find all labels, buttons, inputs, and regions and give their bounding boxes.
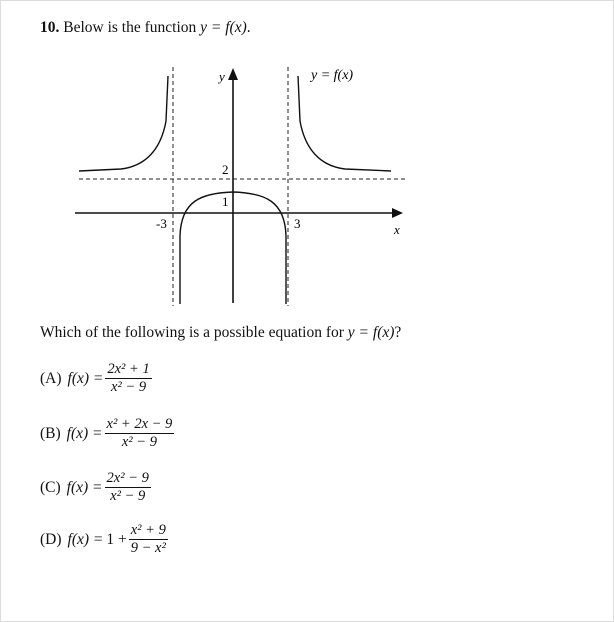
choice-label: (C) — [40, 478, 61, 496]
choice-fraction — [105, 361, 151, 396]
function-graph — [1, 1, 614, 321]
choice-d[interactable] — [40, 522, 168, 557]
y-axis-label: y — [219, 69, 225, 84]
question-prompt — [40, 324, 401, 342]
function-label: y = f(x) — [311, 68, 354, 83]
choice-c[interactable] — [40, 470, 151, 505]
choice-a[interactable] — [40, 361, 152, 396]
choice-lhs: f(x) = — [66, 424, 103, 442]
choice-label: (D) — [40, 530, 62, 548]
choice-fraction — [105, 416, 175, 451]
prompt-end: ? — [394, 324, 402, 341]
prompt-function: y = f(x) — [347, 324, 395, 341]
choice-fraction — [129, 522, 168, 557]
x-tick-neg3-label: -3 — [156, 216, 167, 231]
x-axis-label: x — [394, 222, 400, 237]
asymptote-value-label: 2 — [222, 162, 229, 177]
question-number: 10. — [40, 19, 60, 36]
choice-lhs: f(x) = — [67, 369, 104, 387]
fraction-denominator: x² − 9 — [110, 488, 146, 504]
curve-right-branch — [298, 76, 391, 171]
fraction-numerator: x² + 9 — [130, 522, 166, 538]
question-stem: Below is the function — [63, 19, 197, 36]
choice-label: (B) — [40, 424, 61, 442]
y-intercept-label: 1 — [222, 194, 229, 209]
choice-lhs: f(x) = — [66, 478, 103, 496]
x-tick-pos3-label: 3 — [294, 216, 301, 231]
choice-lhs: f(x) = — [67, 530, 104, 548]
question-stem-function: y = f(x) — [200, 19, 247, 36]
fraction-denominator: x² − 9 — [111, 379, 147, 395]
question-stem-end: . — [246, 19, 251, 36]
fraction-numerator: 2x² + 1 — [107, 361, 150, 377]
prompt-text: Which of the following is a possible equation for — [40, 324, 344, 341]
choice-fraction — [105, 470, 151, 505]
fraction-denominator: 9 − x² — [130, 540, 166, 556]
fraction-denominator: x² − 9 — [121, 434, 157, 450]
choice-prefix: 1 + — [106, 530, 127, 548]
y-axis-arrow-icon — [228, 68, 238, 80]
fraction-numerator: x² + 2x − 9 — [106, 416, 173, 432]
fraction-numerator: 2x² − 9 — [106, 470, 149, 486]
x-axis-arrow-icon — [392, 208, 403, 218]
curve-left-branch — [79, 76, 168, 171]
choice-b[interactable] — [40, 416, 174, 451]
choice-label: (A) — [40, 369, 62, 387]
